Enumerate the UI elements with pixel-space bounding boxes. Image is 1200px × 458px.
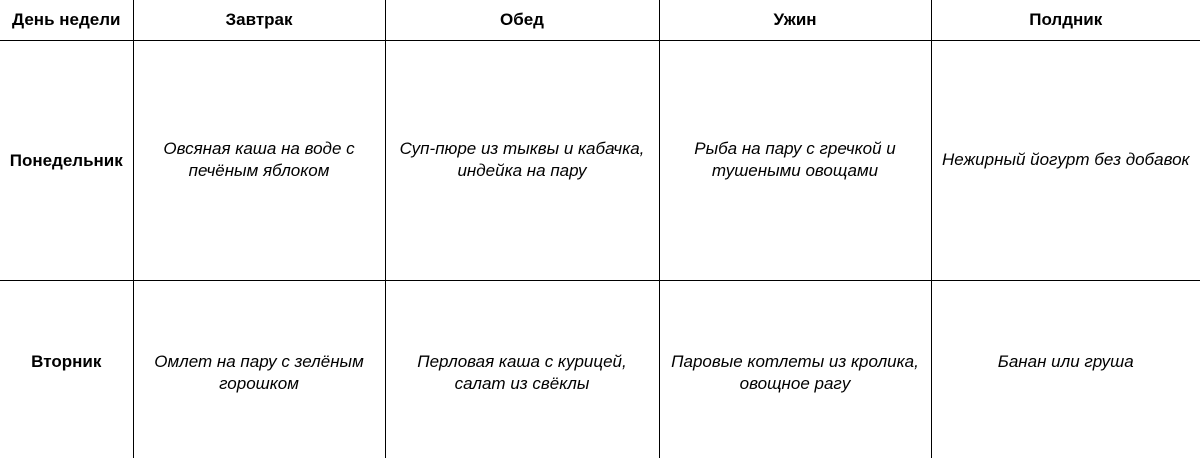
header-breakfast	[133, 0, 385, 40]
header-row	[0, 0, 1200, 40]
snack-text: Банан или груша	[997, 351, 1134, 371]
day-cell	[0, 280, 133, 458]
dinner-text: Рыба на пару с гречкой и тушеными овощами	[694, 139, 896, 180]
dinner-cell	[659, 40, 931, 280]
breakfast-text: Омлет на пару с зелёным горошком	[154, 351, 364, 393]
breakfast-cell	[133, 280, 385, 458]
header-dinner	[659, 0, 931, 40]
dinner-text: Паровые котлеты из кролика, овощное рагу	[671, 351, 919, 393]
lunch-text: Суп-пюре из тыквы и кабачка, индейка на пару	[399, 139, 645, 180]
header-lunch	[385, 0, 659, 40]
header-snack	[931, 0, 1200, 40]
breakfast-text: Овсяная каша на воде с печёным яблоком	[163, 139, 355, 180]
snack-cell	[931, 280, 1200, 458]
lunch-cell	[385, 40, 659, 280]
lunch-text: Перловая каша с курицей, салат из свёклы	[417, 351, 627, 393]
breakfast-cell	[133, 40, 385, 280]
day-label: Понедельник	[9, 150, 123, 170]
day-label: Вторник	[31, 351, 102, 371]
header-snack-label: Полдник	[1029, 9, 1103, 29]
header-lunch-label: Обед	[500, 9, 544, 29]
header-day-label: День недели	[12, 9, 121, 29]
header-day	[0, 0, 133, 40]
lunch-cell	[385, 280, 659, 458]
header-breakfast-label: Завтрак	[225, 9, 293, 29]
dinner-cell	[659, 280, 931, 458]
table-row	[0, 40, 1200, 280]
table-row	[0, 280, 1200, 458]
day-cell	[0, 40, 133, 280]
header-dinner-label: Ужин	[773, 9, 817, 29]
snack-cell	[931, 40, 1200, 280]
snack-text: Нежирный йогурт без добавок	[941, 150, 1190, 169]
